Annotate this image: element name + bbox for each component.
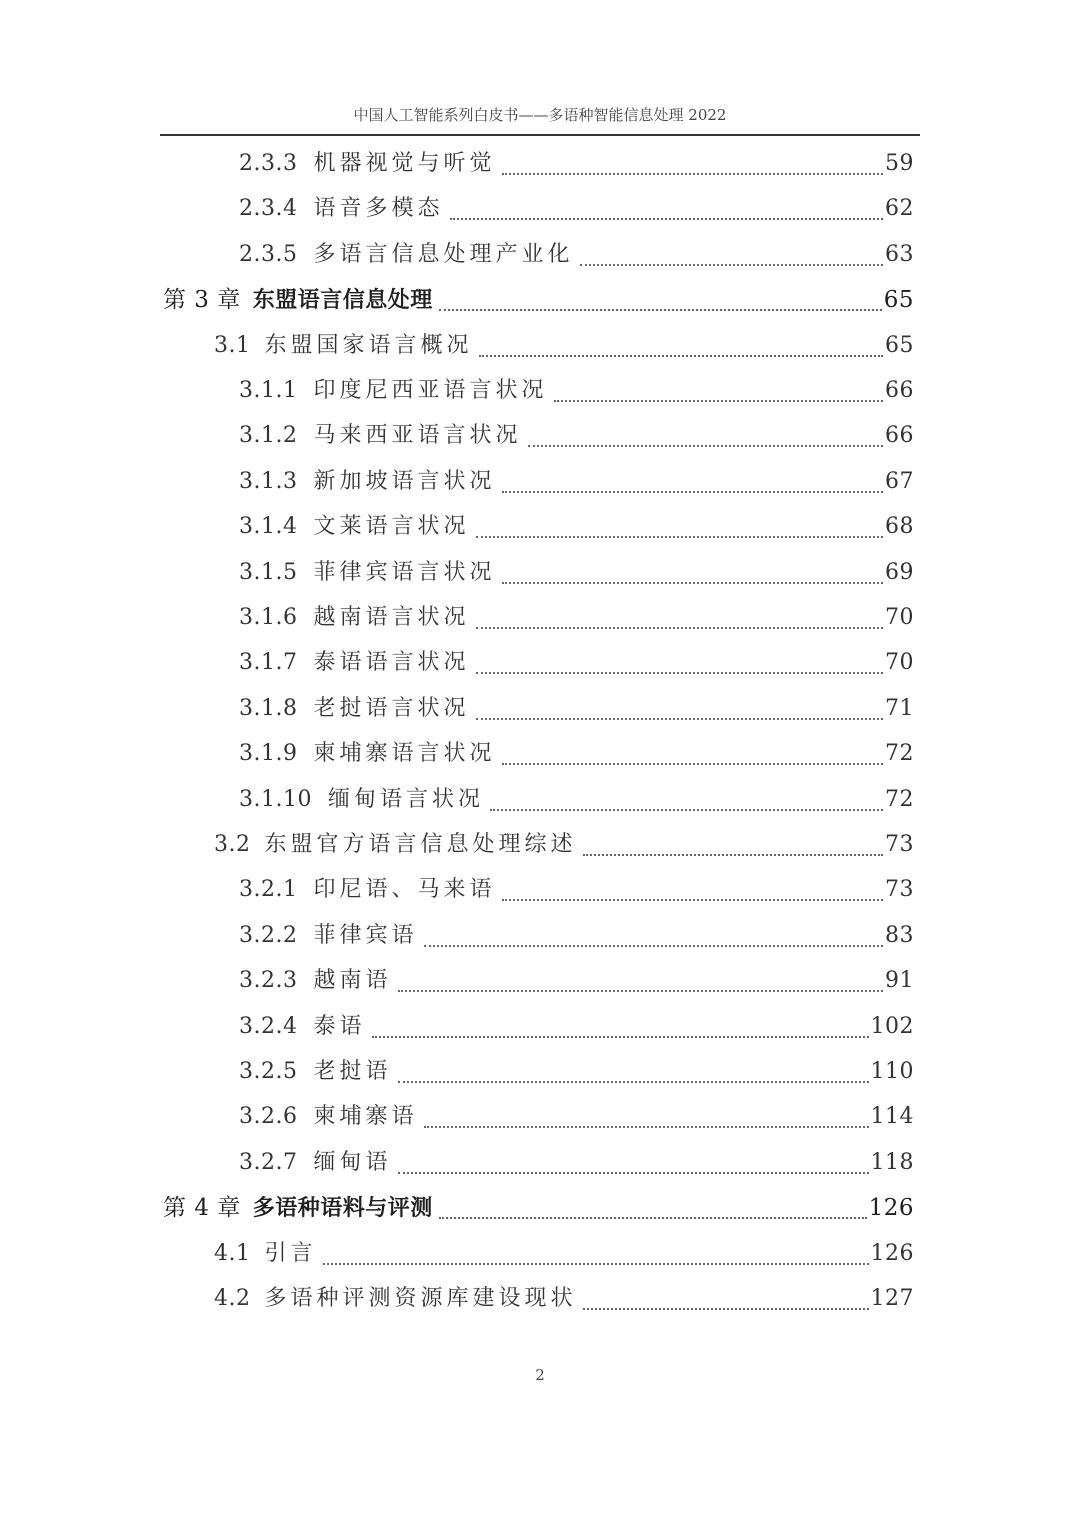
toc-entry-page: 65: [883, 287, 914, 314]
toc-entry-title: 越南语: [313, 968, 392, 994]
toc-entry-page: 73: [885, 877, 914, 903]
toc-entry-title: 老挝语言状况: [313, 695, 470, 721]
toc-entry-page: 67: [885, 468, 914, 494]
toc-dot-leader: [476, 627, 884, 629]
toc-entry-title: 东盟语言信息处理: [252, 288, 433, 314]
toc-entry-number: 3.2.7: [239, 1149, 298, 1175]
toc-dot-leader: [583, 1308, 869, 1310]
toc-entry-page: 126: [868, 1195, 914, 1222]
toc-entry: [239, 1146, 914, 1180]
toc-entry-title: 柬埔寨语言状况: [313, 741, 496, 767]
toc-entry-page: 73: [885, 832, 914, 857]
toc-entry-title: 文莱语言状况: [313, 514, 470, 540]
toc-entry-title: 泰语语言状况: [313, 650, 470, 676]
toc-dot-leader: [583, 854, 883, 856]
toc-entry-number: 3.1.7: [239, 650, 298, 676]
toc-dot-leader: [502, 582, 884, 584]
toc-entry-page: 127: [870, 1286, 914, 1311]
toc-dot-leader: [502, 763, 884, 765]
toc-entry: [239, 510, 914, 544]
toc-entry-number: 3.2.6: [239, 1104, 298, 1130]
toc-entry-number: 3.2.5: [239, 1059, 298, 1084]
toc-entry-number: 3.1.6: [239, 605, 298, 630]
toc-entry-number: 3.1.8: [239, 695, 298, 721]
toc-dot-leader: [528, 445, 884, 447]
page-number: 2: [535, 1366, 545, 1384]
toc-entry-title: 缅甸语言状况: [327, 786, 484, 812]
toc-entry-page: 63: [885, 241, 914, 267]
toc-entry: [239, 374, 914, 408]
toc-entry: [214, 1237, 914, 1271]
toc-entry-number: 3.1.5: [239, 559, 298, 585]
toc-entry-page: 118: [870, 1149, 914, 1175]
toc-entry-title: 新加坡语言状况: [313, 468, 496, 494]
toc-dot-leader: [398, 1081, 869, 1083]
toc-entry-page: 68: [885, 514, 914, 540]
toc-entry-title: 菲律宾语言状况: [313, 559, 496, 585]
toc-entry-number: 2.3.4: [239, 196, 298, 222]
toc-entry-title: 多语种语料与评测: [252, 1196, 433, 1222]
toc-dot-leader: [476, 536, 884, 538]
toc-dot-leader: [554, 400, 884, 402]
toc-dot-leader: [323, 1263, 869, 1265]
toc-entry: [214, 1282, 914, 1316]
toc-entry: [214, 828, 914, 862]
toc-entry-title: 马来西亚语言状况: [313, 423, 522, 449]
toc-entry-page: 83: [885, 922, 914, 948]
toc-entry-title: 多语种评测资源库建设现状: [264, 1286, 577, 1311]
toc-entry: [239, 964, 914, 998]
toc-entry-page: 114: [870, 1104, 914, 1130]
toc-entry-title: 语音多模态: [313, 196, 444, 222]
toc-entry-title: 缅甸语: [313, 1149, 392, 1175]
toc-entry-page: 70: [885, 650, 914, 676]
toc-entry-number: 3.1.10: [239, 786, 312, 812]
toc-entry: [239, 238, 914, 272]
toc-entry-page: 66: [885, 378, 914, 403]
toc-entry: [239, 419, 914, 453]
toc-entry-page: 126: [870, 1240, 914, 1266]
toc-entry-page: 91: [885, 968, 914, 994]
toc-entry-page: 59: [885, 151, 914, 176]
toc-entry-number: 4.1: [214, 1240, 251, 1266]
toc-entry: [163, 1191, 914, 1225]
toc-entry-title: 印尼语、马来语: [313, 877, 496, 903]
toc-dot-leader: [398, 990, 884, 992]
toc-entry-page: 65: [885, 332, 914, 358]
toc-entry-page: 72: [885, 786, 914, 812]
toc-entry-number: 3.1.1: [239, 378, 298, 403]
toc-dot-leader: [398, 1172, 869, 1174]
toc-dot-leader: [439, 1217, 867, 1219]
toc-dot-leader: [490, 809, 883, 811]
toc-entry-number: 3.1.4: [239, 514, 298, 540]
toc-dot-leader: [424, 945, 884, 947]
toc-entry: [214, 329, 914, 363]
toc-entry-number: 4.2: [214, 1286, 251, 1311]
toc-entry-number: 第 3 章: [163, 287, 241, 314]
toc-entry-number: 3.2.1: [239, 877, 298, 903]
toc-entry-title: 多语言信息处理产业化: [313, 241, 574, 267]
toc-entry-page: 72: [885, 741, 914, 767]
toc-entry-number: 3.1.2: [239, 423, 298, 449]
toc-entry: [239, 873, 914, 907]
toc-dot-leader: [580, 264, 884, 266]
toc-entry-number: 3.1.3: [239, 468, 298, 494]
toc-entry-number: 3.1.9: [239, 741, 298, 767]
toc-entry-number: 3.2.4: [239, 1013, 298, 1039]
toc-entry-title: 老挝语: [313, 1059, 392, 1084]
toc-dot-leader: [476, 672, 884, 674]
toc-entry-title: 东盟官方语言信息处理综述: [264, 832, 577, 857]
toc-entry-title: 菲律宾语: [313, 922, 418, 948]
toc-dot-leader: [479, 355, 883, 357]
toc-entry-number: 3.2.3: [239, 968, 298, 994]
toc-entry: [239, 692, 914, 726]
toc-entry-number: 3.2: [214, 832, 251, 857]
toc-entry-page: 62: [885, 196, 914, 222]
toc-dot-leader: [502, 491, 884, 493]
toc-dot-leader: [476, 718, 884, 720]
toc-entry: [239, 783, 914, 817]
toc-entry: [239, 1010, 914, 1044]
toc-entry-title: 引言: [264, 1240, 317, 1266]
toc-entry: [239, 556, 914, 590]
toc-entry: [239, 1055, 914, 1089]
toc-entry-page: 70: [885, 605, 914, 630]
toc-entry-number: 2.3.5: [239, 241, 298, 267]
toc-dot-leader: [372, 1036, 869, 1038]
toc-entry-number: 3.1: [214, 332, 251, 358]
toc-entry: [239, 192, 914, 226]
toc-dot-leader: [502, 173, 884, 175]
header-rule: [160, 134, 920, 136]
toc-entry-page: 71: [885, 695, 914, 721]
toc-entry-page: 66: [885, 423, 914, 449]
toc-dot-leader: [450, 218, 884, 220]
toc-dot-leader: [439, 309, 882, 311]
toc-entry: [239, 919, 914, 953]
toc-entry: [239, 601, 914, 635]
toc-entry: [239, 646, 914, 680]
toc-entry-page: 102: [870, 1013, 914, 1039]
toc-entry-page: 110: [870, 1059, 914, 1084]
toc-entry: [239, 465, 914, 499]
toc-entry: [239, 1100, 914, 1134]
toc-entry: [163, 283, 914, 317]
toc-entry-title: 东盟国家语言概况: [264, 332, 473, 358]
toc-entry-title: 泰语: [313, 1013, 366, 1039]
toc-entry: [239, 147, 914, 181]
toc-entry-title: 印度尼西亚语言状况: [313, 378, 548, 403]
toc-entry-number: 2.3.3: [239, 151, 298, 176]
toc-dot-leader: [502, 899, 884, 901]
toc-dot-leader: [424, 1126, 869, 1128]
toc-entry-number: 3.2.2: [239, 922, 298, 948]
toc-entry-title: 越南语言状况: [313, 605, 470, 630]
running-header: 中国人工智能系列白皮书——多语种智能信息处理 2022: [353, 106, 727, 124]
toc-entry-title: 机器视觉与听觉: [313, 151, 496, 176]
toc-entry-number: 第 4 章: [163, 1195, 241, 1222]
toc-entry: [239, 737, 914, 771]
toc-entry-title: 柬埔寨语: [313, 1104, 418, 1130]
toc-entry-page: 69: [885, 559, 914, 585]
